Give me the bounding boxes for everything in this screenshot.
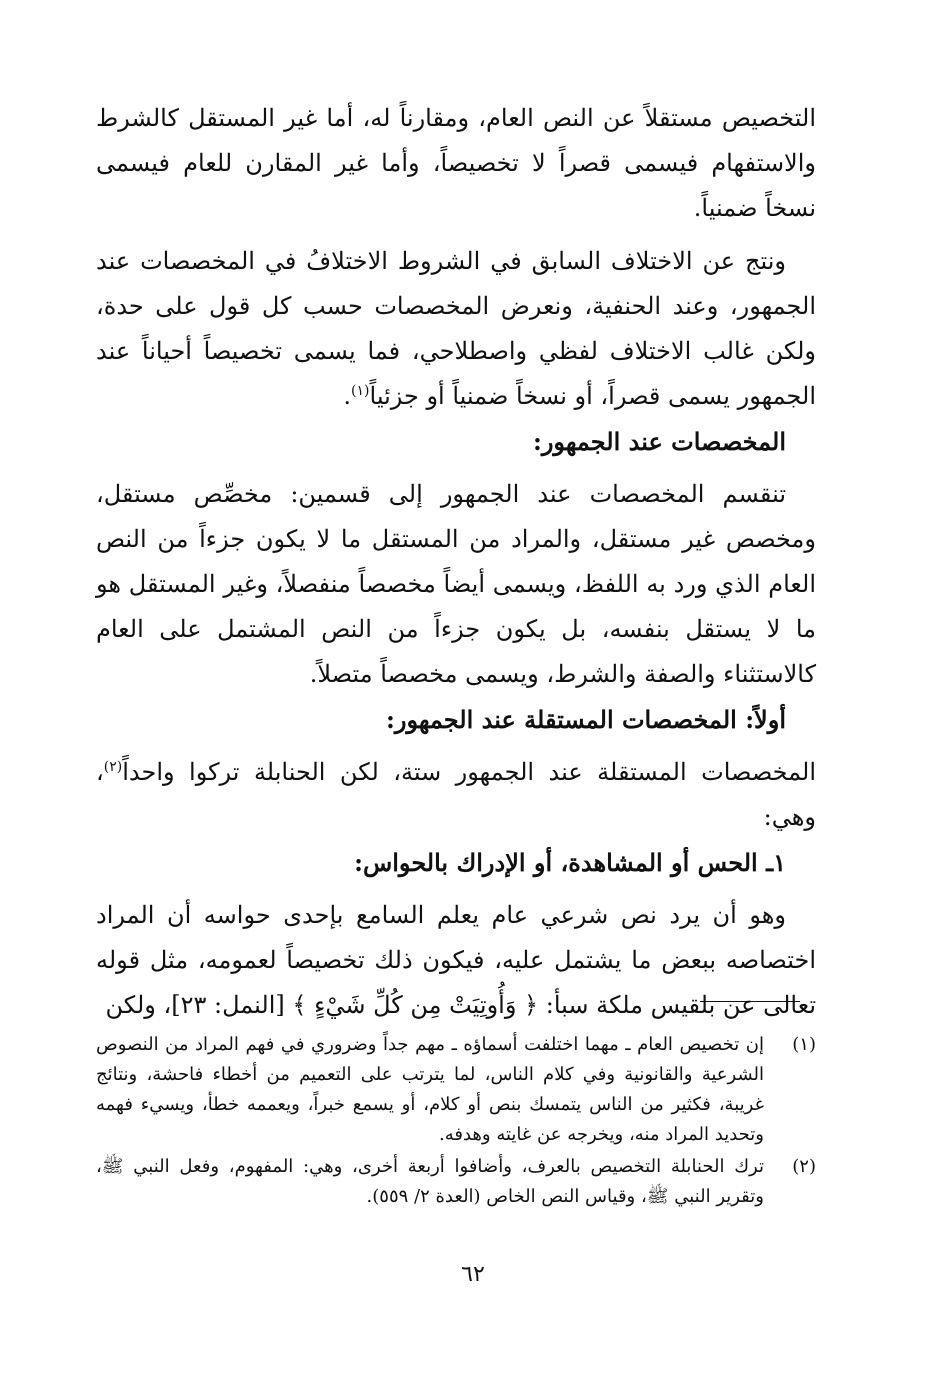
footnote-1: [96, 1030, 816, 1150]
footnote-ref-1[interactable]: (١): [351, 383, 370, 399]
paragraph-2: [96, 239, 816, 419]
paragraph-2-end: .: [343, 382, 352, 410]
page-number: ٦٢: [461, 1262, 485, 1287]
paragraph-5: وهو أن يرد نص شرعي عام يعلم السامع بإحدى حواسه أن المراد اختصاصه ببعض ما يشتمل عليه، فيكون ذلك تخصيصاً لعمومه، مثل قوله تعالى عن بلقيس ملكة سبأ: ﴿ وَأُوتِيَتْ مِن كُلِّ شَيْءٍ ﴾ [النمل: ٢٣]، ولكن: [96, 901, 816, 1019]
paragraph-2-text: ونتج عن الاختلاف السابق في الشروط الاختلافُ في المخصصات عند الجمهور، وعند الحنفية، ونعرض المخصصات حسب كل قول على حدة، ولكن غالب الاختلاف لفظي واصطلاحي، فما يسمى تخصيصاً أحياناً عند الجمهور يسمى قصراً، أو نسخاً ضمنياً أو جزئياً: [96, 247, 816, 410]
section-heading-3: ١ـ الحس أو المشاهدة، أو الإدراك بالحواس:: [354, 848, 786, 877]
section-heading-1: المخصصات عند الجمهور:: [532, 427, 786, 456]
section-heading-2: أولاً: المخصصات المستقلة عند الجمهور:: [386, 705, 786, 734]
main-text: [96, 96, 816, 1028]
footnote-number: (٢): [792, 1156, 816, 1177]
paragraph-3: تنقسم المخصصات عند الجمهور إلى قسمين: مخصِّص مستقل، ومخصص غير مستقل، والمراد من المستقل ما لا يكون جزءاً من النص العام الذي ورد به اللفظ، ويسمى أيضاً مخصصاً منفصلاً، وغير المستقل هو ما لا يستقل بنفسه، بل يكون جزءاً من النص المشتمل على العام كالاستثناء والصفة والشرط، ويسمى مخصصاً متصلاً.: [96, 480, 816, 688]
paragraph-4-end: ، وهي:: [96, 758, 816, 831]
paragraph-1: التخصيص مستقلاً عن النص العام، ومقارناً له، أما غير المستقل كالشرط والاستفهام فيسمى قصراً لا تخصيصاً، وأما غير المقارن للعام فيسمى نسخاً ضمنياً.: [96, 104, 816, 222]
footnote-number: (١): [792, 1034, 816, 1055]
paragraph-4: [96, 750, 816, 840]
footnote-text: ترك الحنابلة التخصيص بالعرف، وأضافوا أربعة أخرى، وهي: المفهوم، وفعل النبي ﷺ، وتقرير النبي ﷺ، وقياس النص الخاص (العدة ٢/ ٥٥٩).: [96, 1156, 764, 1207]
footnote-ref-2[interactable]: (٢): [103, 759, 123, 775]
footnote-separator: [700, 1001, 800, 1002]
paragraph-4-text: المخصصات المستقلة عند الجمهور ستة، لكن الحنابلة تركوا واحداً: [122, 758, 816, 786]
footnotes: [96, 1030, 816, 1214]
footnote-2: [96, 1152, 816, 1212]
footnote-text: إن تخصيص العام ـ مهما اختلفت أسماؤه ـ مهم جداً وضروري في فهم المراد من النصوص الشرعية والقانونية وفي كلام الناس، لما يترتب على التعميم من أخطاء فاحشة، ونتائج غريبة، فكثير من الناس يتمسك بنص أو كلام، أو يسمع خبراً، ويعممه خطأ، ويسيء فهمه وتحديد المراد منه، ويخرجه عن غايته وهدفه.: [96, 1034, 764, 1145]
